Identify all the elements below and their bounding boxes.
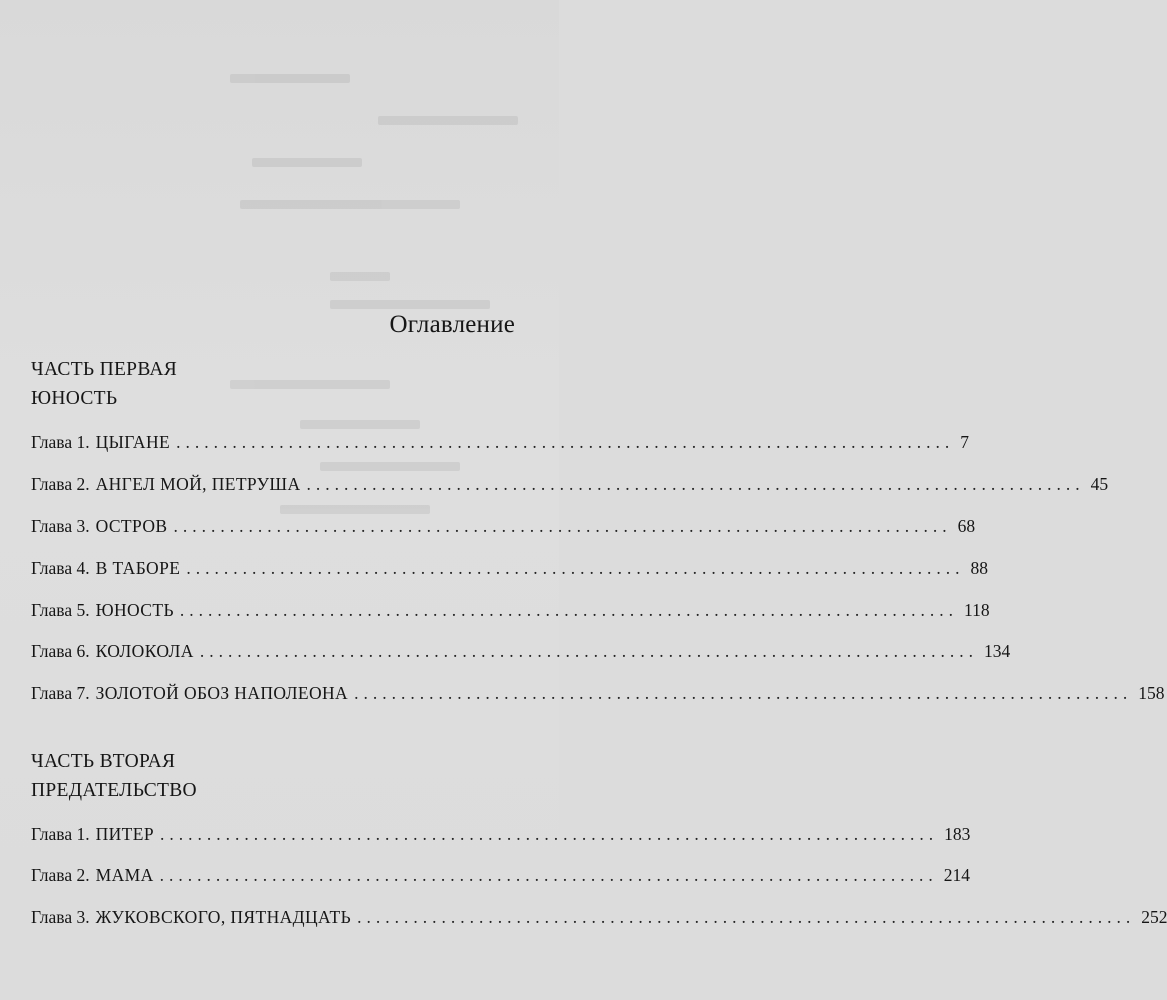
part-number: ЧАСТЬ ВТОРАЯ xyxy=(31,751,176,772)
toc-entry[interactable] xyxy=(31,430,969,454)
page-number: 214 xyxy=(943,865,970,885)
page-number: 7 xyxy=(960,432,969,452)
chapter-label: Глава 5. xyxy=(31,600,90,620)
toc-entry[interactable] xyxy=(31,598,990,622)
chapter-title: В ТАБОРЕ xyxy=(95,558,181,578)
chapter-title: ЮНОСТЬ xyxy=(95,600,174,620)
part-number: ЧАСТЬ ПЕРВАЯ xyxy=(31,359,178,380)
page-number: 68 xyxy=(957,516,976,536)
chapter-title: ОСТРОВ xyxy=(95,516,168,536)
page-number: 158 xyxy=(1138,683,1165,703)
toc-entry[interactable] xyxy=(31,681,1165,705)
chapter-label: Глава 2. xyxy=(31,865,90,885)
chapter-label: Глава 1. xyxy=(31,824,90,844)
part-heading xyxy=(31,747,197,805)
toc-entry[interactable] xyxy=(31,863,970,887)
chapter-label: Глава 3. xyxy=(31,907,90,927)
chapter-label: Глава 1. xyxy=(31,432,90,452)
toc-entry[interactable] xyxy=(31,822,971,846)
chapter-title: КОЛОКОЛА xyxy=(95,641,194,661)
page-number: 45 xyxy=(1090,474,1109,494)
chapter-label: Глава 4. xyxy=(31,558,90,578)
chapter-label: Глава 3. xyxy=(31,516,90,536)
page-title: Оглавление xyxy=(389,311,515,338)
dot-leader: ................................................................................... xyxy=(357,907,1136,927)
chapter-title: ЗОЛОТОЙ ОБОЗ НАПОЛЕОНА xyxy=(95,683,349,703)
page-number: 88 xyxy=(970,558,988,578)
chapter-label: Глава 7. xyxy=(31,683,90,703)
toc-entry[interactable] xyxy=(31,905,1167,929)
dot-leader: ................................................................................... xyxy=(160,824,939,844)
bleed-through-text xyxy=(0,0,559,1000)
chapter-title: ЖУКОВСКОГО, ПЯТНАДЦАТЬ xyxy=(95,907,352,927)
page-number: 183 xyxy=(944,824,971,844)
chapter-title: ПИТЕР xyxy=(95,824,154,844)
dot-leader: ................................................................................... xyxy=(159,865,938,885)
dot-leader: ................................................................................... xyxy=(186,558,965,578)
toc-entry[interactable] xyxy=(31,556,988,580)
toc-entry[interactable] xyxy=(31,472,1109,496)
dot-leader: ................................................................................... xyxy=(179,600,959,620)
page-number: 118 xyxy=(964,600,990,620)
dot-leader: ................................................................................... xyxy=(354,683,1133,703)
toc-entry[interactable] xyxy=(31,639,1011,663)
part-title: ЮНОСТЬ xyxy=(31,388,118,409)
dot-leader: ................................................................................... xyxy=(199,641,978,661)
chapter-title: МАМА xyxy=(95,865,154,885)
toc-entry[interactable] xyxy=(31,514,976,538)
part-title: ПРЕДАТЕЛЬСТВО xyxy=(31,780,197,801)
chapter-title: АНГЕЛ МОЙ, ПЕТРУША xyxy=(95,474,301,494)
chapter-label: Глава 6. xyxy=(31,641,90,661)
dot-leader: ................................................................................... xyxy=(306,474,1085,494)
chapter-label: Глава 2. xyxy=(31,474,90,494)
part-heading xyxy=(31,355,177,413)
dot-leader: ................................................................................... xyxy=(176,432,955,452)
page-number: 252 xyxy=(1141,907,1167,927)
page-number: 134 xyxy=(983,641,1011,661)
chapter-title: ЦЫГАНЕ xyxy=(95,432,171,452)
dot-leader: ................................................................................... xyxy=(173,516,952,536)
